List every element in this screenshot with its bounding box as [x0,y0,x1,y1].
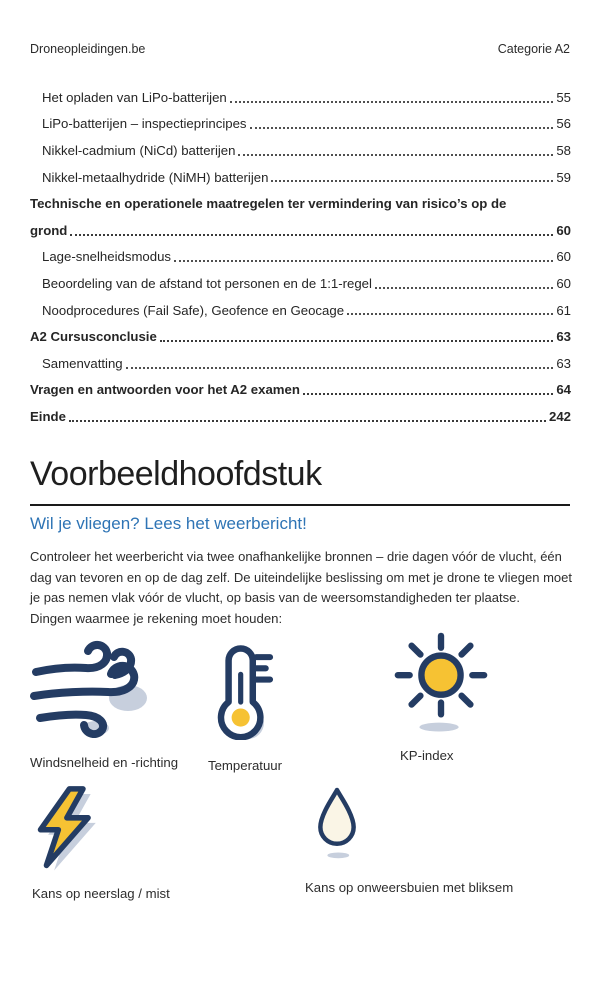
toc-entry[interactable] [30,297,571,324]
weather-factor-thunderstorm [305,786,535,895]
toc-entry[interactable] [30,270,571,297]
chapter-paragraph: Controleer het weerbericht via twee onafhankelijke bronnen – drie dagen vóór de vlucht, één dag van tevoren en op de dag zelf. De uiteindelijke beslissing om met je drone te vliegen moet je pas nemen vlak vóór de vlucht, op basis van de weersomstandigheden ter plaatse. [30,549,572,605]
toc-entry-label: Samenvatting [42,355,123,371]
toc-entry-page: 55 [556,89,571,105]
weather-factor-temperature [185,645,305,773]
page-header [30,42,570,56]
toc-dotted-leader [250,127,554,129]
thermometer-icon [185,645,305,740]
toc-entry-page: 58 [556,142,571,158]
chapter-subtitle: Wil je vliegen? Lees het weerbericht! [30,514,307,533]
chapter-title: Voorbeeldhoofdstuk [30,455,322,493]
toc-dotted-leader [303,393,553,395]
toc-entry[interactable] [30,377,571,404]
toc-dotted-leader [230,101,554,103]
toc-entry-label: Het opladen van LiPo-batterijen [42,89,227,105]
toc-entry[interactable] [30,244,571,271]
toc-entry[interactable] [30,84,571,111]
toc-dotted-leader [271,180,553,182]
lightning-icon [32,782,212,874]
toc-entry-label: A2 Cursusconclusie [30,329,157,345]
raindrop-icon [305,786,535,860]
toc-entry-label: grond [30,222,68,238]
toc-entry[interactable] [30,137,571,164]
toc-entry-label: Beoordeling van de afstand tot personen en de 1:1-regel [42,275,372,291]
toc-entry-label: LiPo-batterijen – inspectieprincipes [42,116,247,132]
toc-entry[interactable] [30,403,571,430]
list-intro: Dingen waarmee je rekening moet houden: [30,611,283,626]
toc-entry-label: Nikkel-metaalhydride (NiMH) batterijen [42,169,269,185]
toc-dotted-leader [70,234,553,236]
weather-factor-label: Kans op onweersbuien met bliksem [305,880,514,895]
toc-entry[interactable] [30,323,571,350]
title-divider [30,504,570,506]
toc-dotted-leader [160,340,554,342]
toc-entry-page: 63 [556,329,571,345]
toc-entry-page: 60 [556,222,571,238]
toc-entry-page: 60 [556,275,571,291]
toc-entry-page: 56 [556,116,571,132]
weather-factor-precipitation [32,782,212,901]
weather-factor-label: KP-index [400,748,454,763]
weather-factor-label: Windsnelheid en -richting [30,755,179,770]
weather-factor-kp-index [392,630,522,763]
toc-dotted-leader [126,367,554,369]
toc-entry-page: 60 [556,249,571,265]
toc-entry-page: 63 [556,355,571,371]
toc-entry[interactable] [30,190,571,217]
toc-dotted-leader [69,420,546,422]
wind-icon [28,638,198,738]
weather-factor-label: Temperatuur [207,758,283,773]
weather-factor-wind [28,638,198,770]
toc-entry[interactable] [30,350,571,377]
toc-entry-page: 64 [556,382,571,398]
toc-entry-page: 61 [556,302,571,318]
toc-entry[interactable] [30,111,571,138]
toc-entry-label: Lage-snelheidsmodus [42,249,172,265]
header-site: Droneopleidingen.be [30,42,146,56]
toc-entry-page: 59 [556,169,571,185]
header-category: Categorie A2 [497,42,570,56]
toc-entry-label: Nikkel-cadmium (NiCd) batterijen [42,142,236,158]
toc-dotted-leader [375,287,553,289]
toc-entry[interactable] [30,164,571,191]
table-of-contents [30,84,571,430]
toc-dotted-leader [347,313,553,315]
toc-entry-page: 242 [548,408,571,424]
toc-entry-label: Technische en operationele maatregelen ter vermindering van risico’s op de [30,196,507,212]
sun-icon [392,630,522,733]
toc-entry-label: Noodprocedures (Fail Safe), Geofence en Geocage [42,302,345,318]
toc-entry[interactable] [30,217,571,244]
toc-entry-label: Einde [30,408,66,424]
toc-dotted-leader [174,260,553,262]
toc-entry-label: Vragen en antwoorden voor het A2 examen [30,382,300,398]
toc-dotted-leader [238,154,553,156]
weather-factor-label: Kans op neerslag / mist [32,886,170,901]
